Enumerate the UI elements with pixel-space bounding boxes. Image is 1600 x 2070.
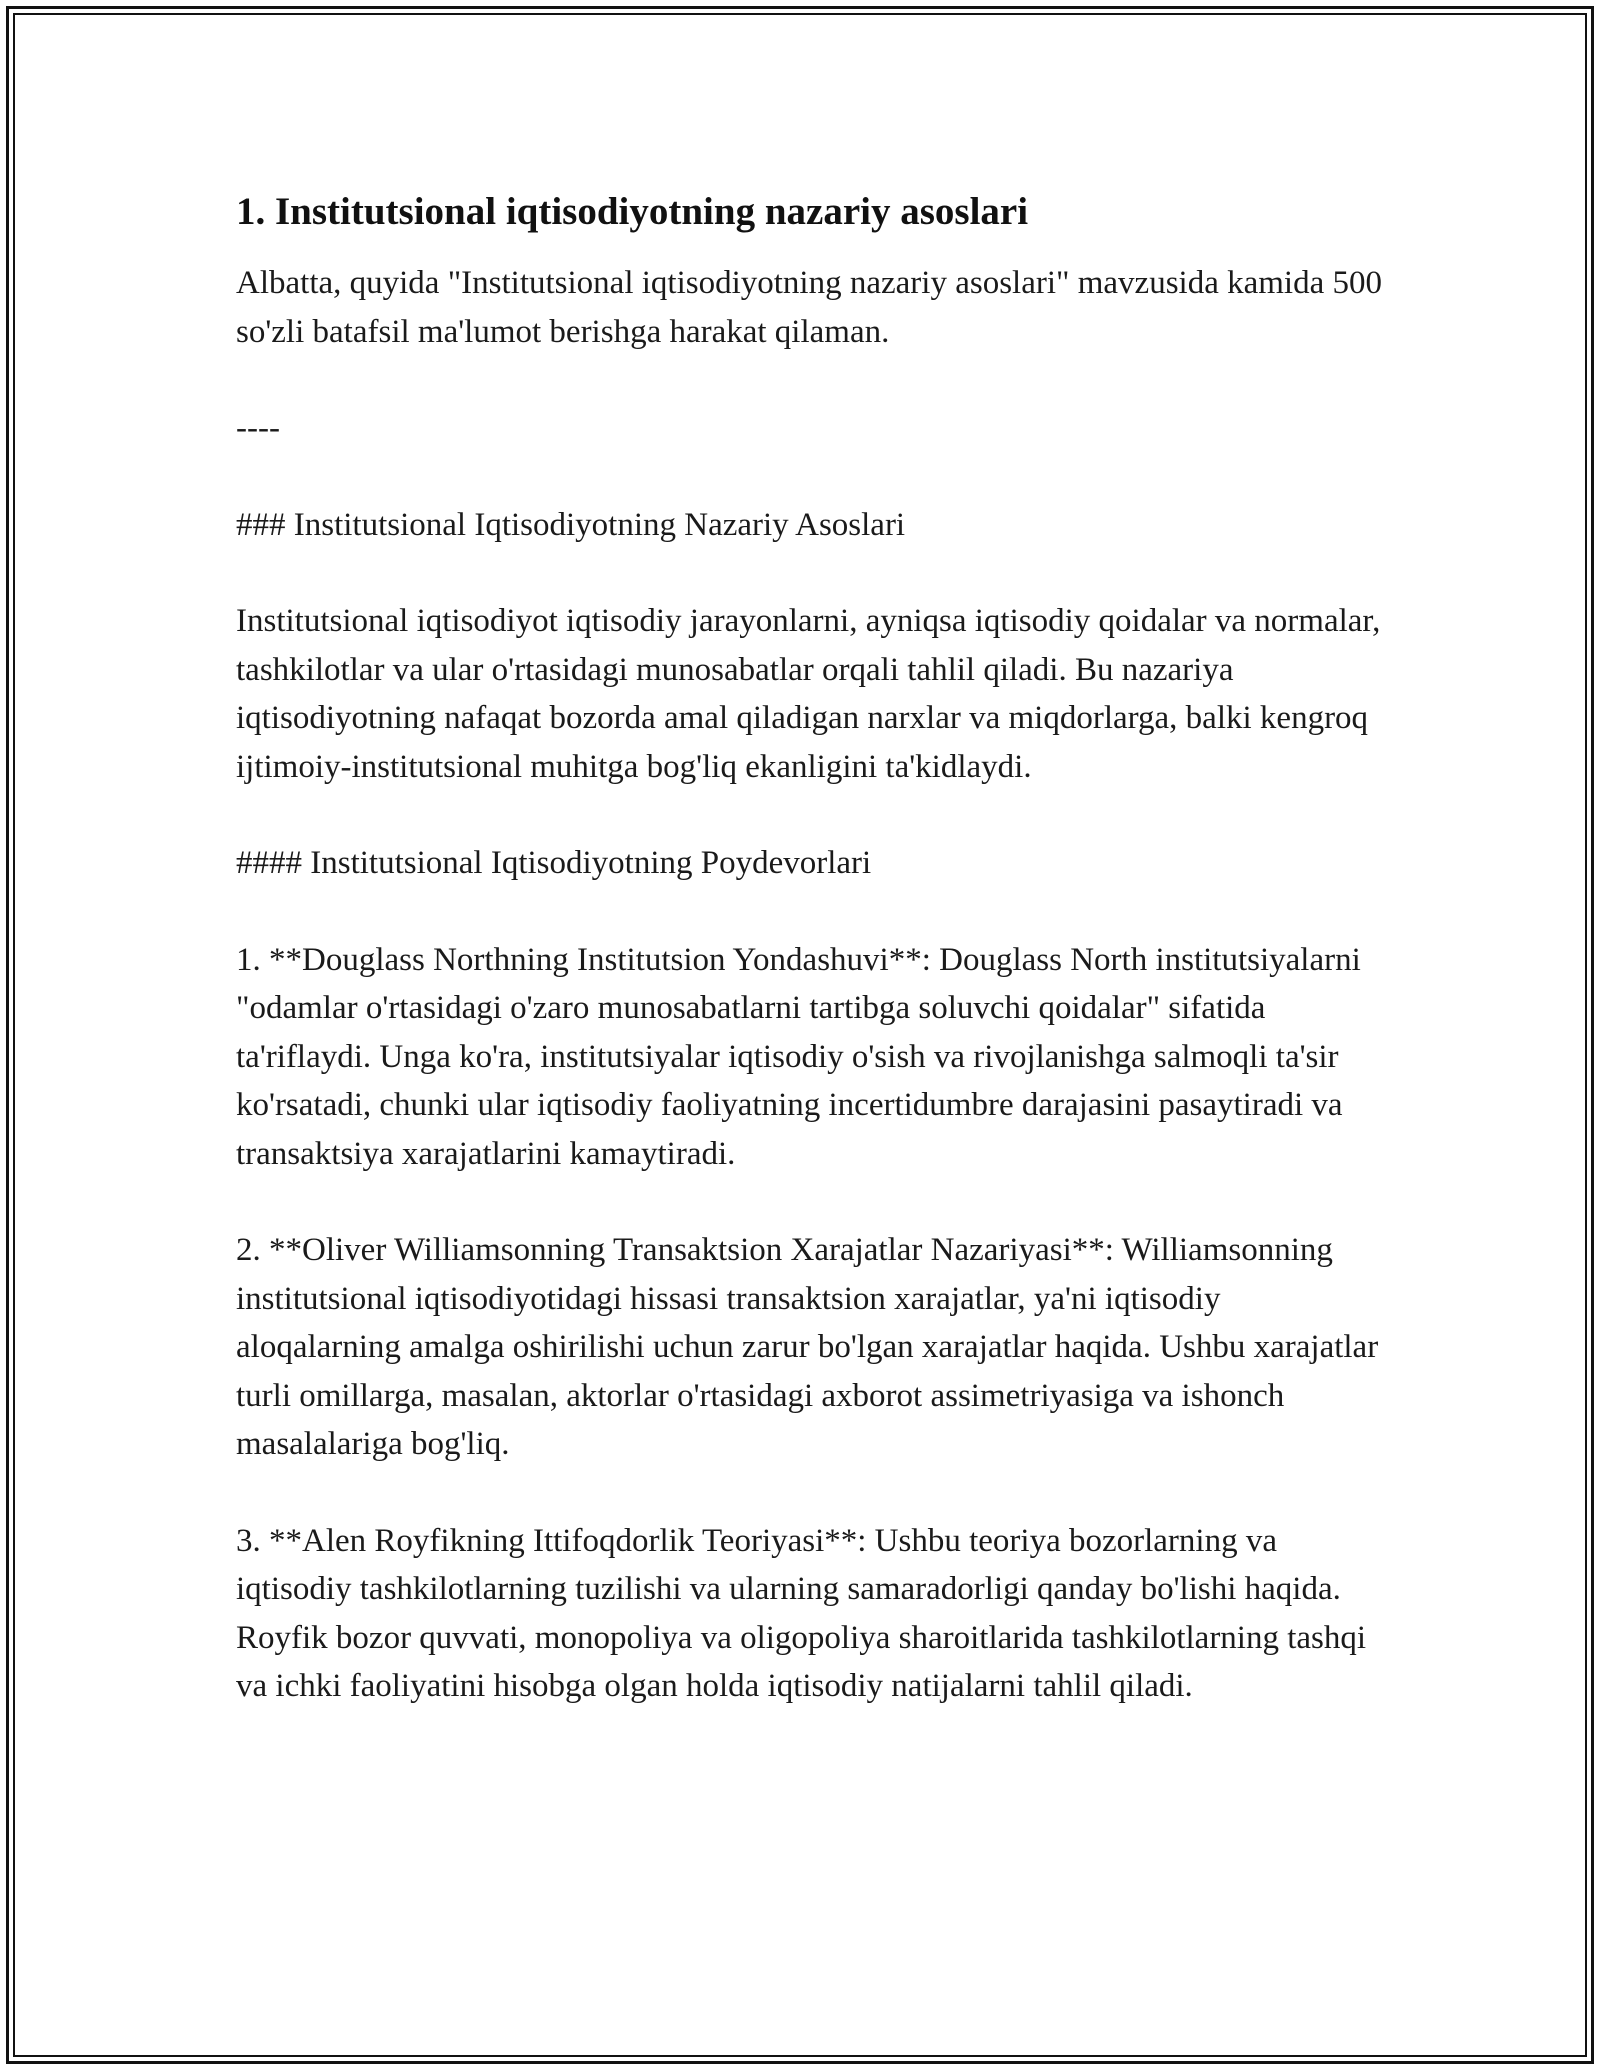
intro-paragraph: Albatta, quyida "Institutsional iqtisodiyotning nazariy asoslari" mavzusida kamida 500 so'zli batafsil ma'lumot berishga harakat qilaman. [236, 265, 1382, 350]
subheading-nazariy-asoslari: ### Institutsional Iqtisodiyotning Nazariy Asoslari [236, 506, 906, 543]
subheading-poydevorlari: #### Institutsional Iqtisodiyotning Poydevorlari [236, 845, 872, 881]
list-item-royfik: 3. **Alen Royfikning Ittifoqdorlik Teoriyasi**: Ushbu teoriya bozorlarning va iqtisodiy tashkilotlarning tuzilishi va ularning samaradorligi qanday bo'lishi haqida. Royfik bozor quvvati, monopoliya va oligopoliya sharoitlarida tashkilotlarning tashqi va ichki faoliyatini hisobga olgan holda iqtisodiy natijalarni tahlil qiladi. [236, 1522, 1367, 1704]
separator-line: ---- [236, 410, 280, 446]
list-item-williamson: 2. **Oliver Williamsonning Transaktsion Xarajatlar Nazariyasi**: Williamsonning institutsional iqtisodiyotidagi hissasi transaktsion xarajatlar, ya'ni iqtisodiy aloqalarning amalga oshirilishi uchun zarur bo'lgan xarajatlar haqida. Ushbu xarajatlar turli omillarga, masalan, aktorlar o'rtasidagi axborot assimetriyasiga va ishonch masalalariga bog'liq. [236, 1232, 1379, 1462]
section-heading: 1. Institutsional iqtisodiyotning nazariy asoslari [236, 190, 1029, 233]
definition-paragraph: Institutsional iqtisodiyot iqtisodiy jarayonlarni, ayniqsa iqtisodiy qoidalar va normalar, tashkilotlar va ular o'rtasidagi munosabatlar orqali tahlil qiladi. Bu nazariya iqtisodiyotning nafaqat bozorda amal qiladigan narxlar va miqdorlarga, balki kengroq ijtimoiy-institutsional muhitga bog'liq ekanligini ta'kidlaydi. [236, 603, 1381, 785]
document-body [236, 186, 1386, 1759]
list-item-north: 1. **Douglass Northning Institutsion Yondashuvi**: Douglass North institutsiyalarni "odamlar o'rtasidagi o'zaro munosabatlarni tartibga soluvchi qoidalar" sifatida ta'riflaydi. Unga ko'ra, institutsiyalar iqtisodiy o'sish va rivojlanishga salmoqli ta'sir ko'rsatadi, chunki ular iqtisodiy faoliyatning incertidumbre darajasini pasaytiradi va transaktsiya xarajatlarini kamaytiradi. [236, 941, 1361, 1172]
